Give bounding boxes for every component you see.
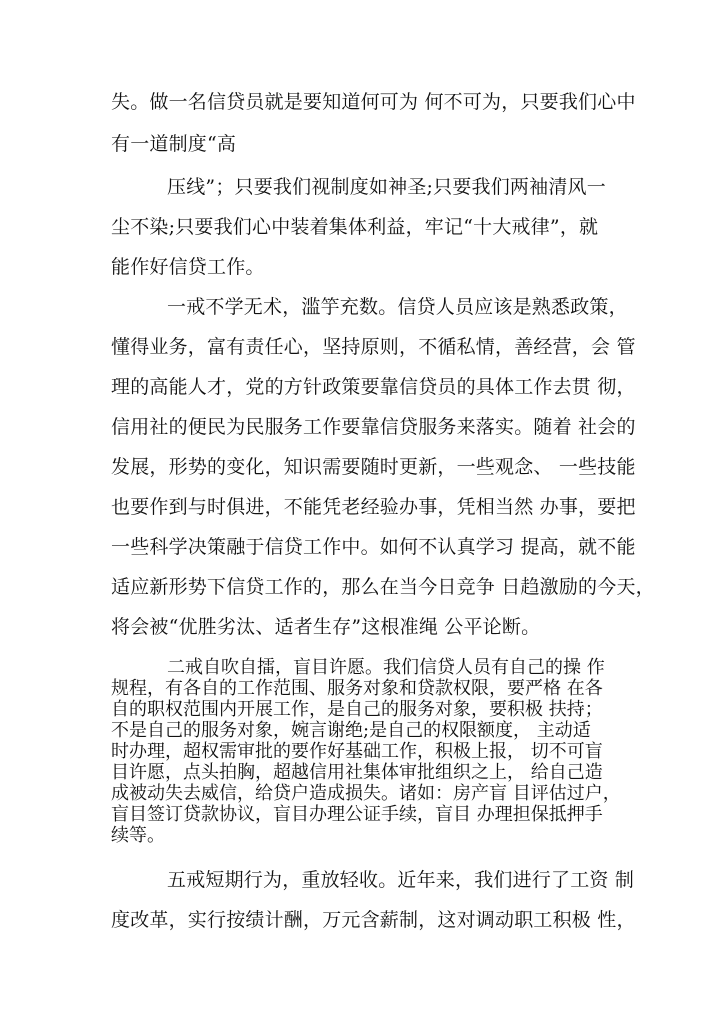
text-line: 自的职权范围内开展工作，是自己的服务对象，要积极 扶持； [111, 699, 603, 720]
text-line: 有一道制度“高 [111, 133, 237, 155]
text-line: 度改革，实行按绩计酬，万元含薪制，这对调动职工积极 性， [111, 909, 636, 931]
text-line: 二戒自吹自擂，盲目许愿。我们信贷人员有自己的操 作 [167, 657, 605, 678]
text-line: 一戒不学无术，滥竽充数。信贷人员应该是熟悉政策， [167, 296, 628, 318]
text-line: 将会被“优胜劣汰、适者生存”这根准绳 公平论断。 [111, 616, 541, 638]
text-line: 懂得业务，富有责任心，坚持原则，不循私情，善经营，会 管 [111, 336, 636, 358]
text-line: 信用社的便民为民服务工作要靠信贷服务来落实。随着 社会的 [111, 416, 636, 438]
text-line: 尘不染;只要我们心中装着集体利益，牢记“十大戒律”，就 [111, 216, 599, 238]
text-line: 失。做一名信贷员就是要知道何可为 何不可为，只要我们心中 [111, 91, 636, 113]
text-line: 压线”；只要我们视制度如神圣;只要我们两袖清风一 [167, 176, 606, 198]
text-line: 适应新形势下信贷工作的，那么在当今日竞争 日趋激励的今天， [111, 576, 655, 598]
text-line: 也要作到与时俱进，不能凭老经验办事，凭相当然 办事，要把 [111, 496, 636, 518]
text-line: 不是自己的服务对象，婉言谢绝;是自己的权限额度， 主动适 [111, 720, 591, 741]
text-line: 发展，形势的变化，知识需要随时更新，一些观念、 一些技能 [111, 456, 636, 478]
text-line: 续等。 [111, 825, 165, 846]
text-line: 规程，有各自的工作范围、服务对象和贷款权限，要严格 在各 [111, 678, 603, 699]
text-line: 成被动失去威信，给贷户造成损失。诸如：房产盲 目评估过户， [111, 783, 621, 804]
text-line: 时办理，超权需审批的要作好基础工作，积极上报， 切不可盲 [111, 741, 603, 762]
text-line: 理的高能人才，党的方针政策要靠信贷员的具体工作去贯 彻， [111, 376, 636, 398]
text-line: 目许愿，点头拍胸，超越信用社集体审批组织之上， 给自己造 [111, 762, 603, 783]
text-line: 一些科学决策融于信贷工作中。如何不认真学习 提高，就不能 [111, 536, 636, 558]
text-line: 能作好信贷工作。 [111, 256, 265, 278]
text-line: 盲目签订贷款协议，盲目办理公证手续，盲目 办理担保抵押手 [111, 804, 603, 825]
text-line: 五戒短期行为，重放轻收。近年来，我们进行了工资 制 [167, 869, 635, 891]
